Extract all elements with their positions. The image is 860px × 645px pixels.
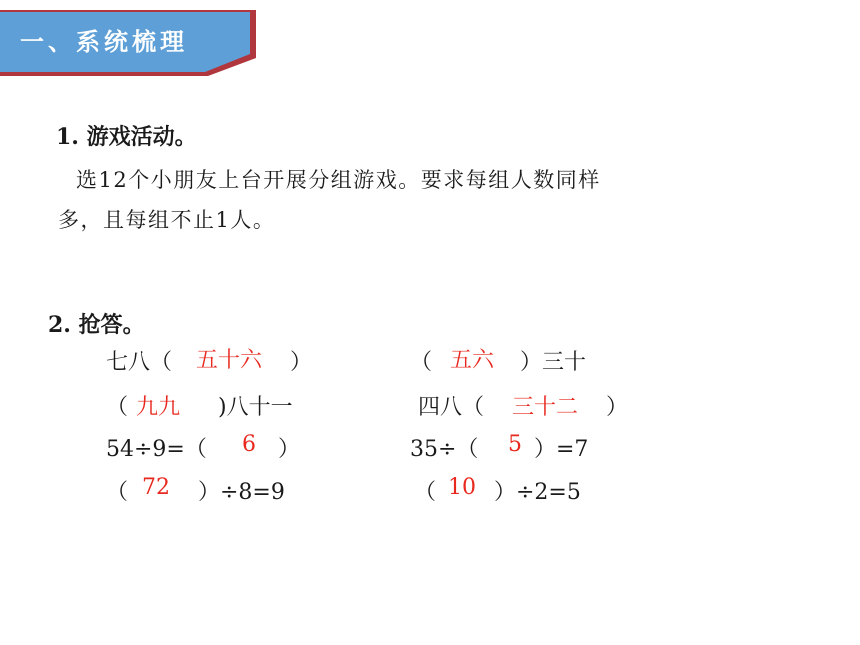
quiz-item-2-right: ）三十 — [520, 350, 587, 375]
quiz-answer-2: 五六 — [450, 348, 495, 373]
quiz-item-1-right: ） — [290, 350, 313, 375]
paragraph-line-2: 多，且每组不止1人。 — [58, 208, 276, 232]
quiz-item-6-left: 35÷（ — [410, 437, 479, 462]
quiz-answer-8: 10 — [448, 475, 476, 500]
quiz-answer-1: 五十六 — [196, 348, 263, 373]
quiz-answer-5: 6 — [242, 432, 256, 457]
paragraph-line-1: 选12个小朋友上台开展分组游戏。要求每组人数同样 — [76, 168, 601, 192]
quiz-item-2-left: （ — [410, 350, 433, 375]
banner-title: 一、系统梳理 — [20, 28, 188, 56]
quiz-answer-6: 5 — [508, 432, 522, 457]
section2-heading: 2. 抢答。 — [48, 312, 145, 338]
quiz-answer-3: 九九 — [136, 395, 181, 420]
quiz-item-4-left: 四八（ — [418, 395, 485, 420]
quiz-item-8-right: ）÷2=5 — [494, 480, 581, 505]
quiz-answer-7: 72 — [142, 475, 170, 500]
section-banner — [0, 0, 270, 80]
quiz-item-5-left: 54÷9=（ — [106, 437, 207, 462]
quiz-item-8-left: （ — [414, 480, 437, 505]
quiz-item-1-left: 七八（ — [106, 350, 173, 375]
quiz-answer-4: 三十二 — [512, 395, 579, 420]
section1-paragraph — [58, 160, 758, 240]
quiz-item-5-right: ） — [278, 437, 301, 462]
section1-heading: 1. 游戏活动。 — [56, 124, 197, 150]
quiz-item-6-right: ）=7 — [534, 437, 589, 462]
quiz-item-3-right: )八十一 — [218, 395, 293, 420]
quiz-item-4-right: ） — [606, 395, 629, 420]
quiz-item-7-right: ）÷8=9 — [198, 480, 285, 505]
quiz-item-7-left: （ — [106, 480, 129, 505]
quiz-item-3-left: （ — [106, 395, 129, 420]
